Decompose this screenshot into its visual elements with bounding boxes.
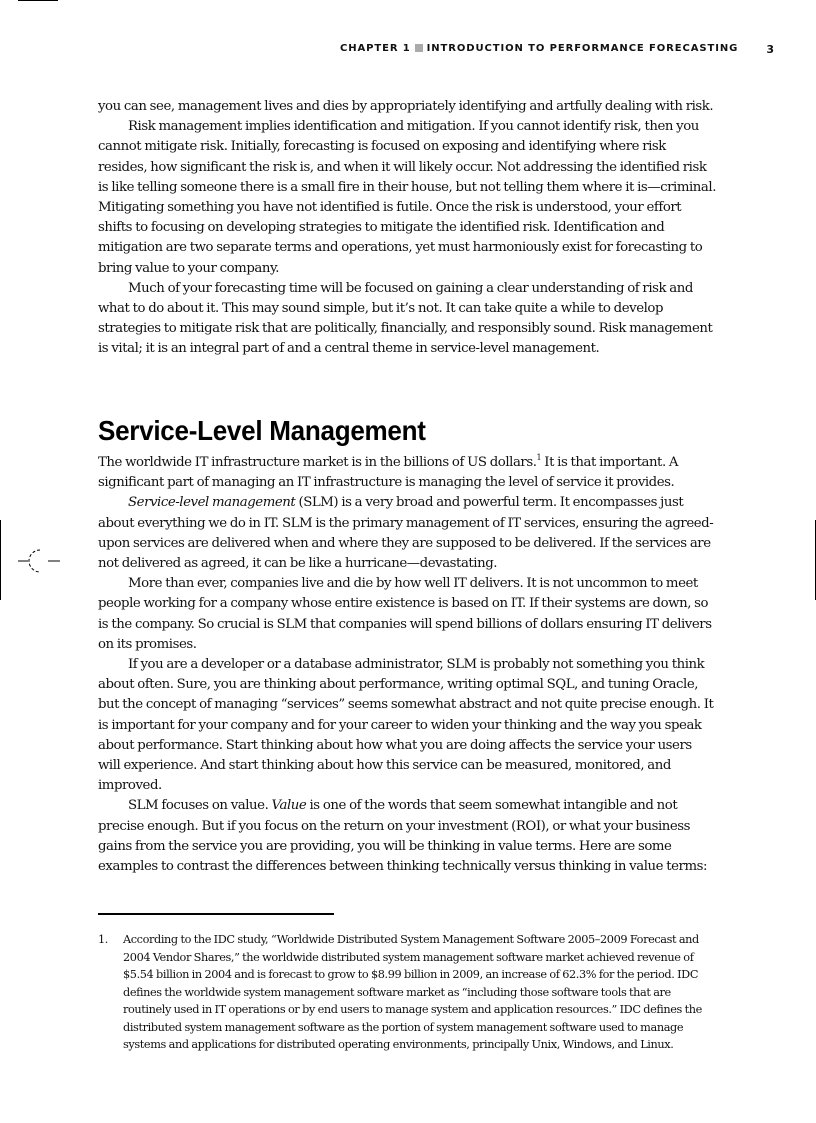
chapter-label: CHAPTER 1 — [340, 43, 411, 54]
paragraph: The worldwide IT infrastructure market is in the billions of US dollars.$^1$ It is that important. A significant part of managing an IT infrastructure is managing the level of service it provides. — [98, 453, 679, 491]
footnote-rule — [98, 913, 334, 915]
running-header — [340, 43, 774, 54]
paragraph: you can see, management lives and dies by appropriately identifying and artfully dealing with risk. — [98, 99, 714, 114]
paragraph: If you are a developer or a database administrator, SLM is probably not something you think about often. Sure, you are thinking about performance, writing optimal SQL, and tuning Oracle, but the concept of managing “services” seems somewhat abstract and not quite precise enough. It is important for your company and for your career to widen your thinking and the way you speak about performance. Start thinking about how what you are doing affects the service your users will experience. And start thinking about how this service can be measured, monitored, and improved. — [98, 657, 714, 794]
footnote — [98, 931, 718, 1054]
square-separator-icon — [415, 44, 423, 52]
paragraph: SLM focuses on value. Value is one of the words that seem somewhat intangible and not precise enough. But if you focus on the return on your investment (ROI), or what your business gains from the service you are providing, you will be thinking in value terms. Here are some examples to contrast the differences between thinking technically versus thinking in value terms: — [98, 798, 708, 875]
page-number: 3 — [766, 43, 774, 56]
paragraph: Service-level management (SLM) is a very broad and powerful term. It encompasses just about everything we do in IT. SLM is the primary management of IT services, ensuring the agreed-upon services are delivered when and where they are supposed to be delivered. If the services are not delivered as agreed, it can be like a hurricane—devastating. — [98, 495, 714, 572]
intro-text — [98, 97, 716, 360]
footnote-ref[interactable]: 1 — [536, 453, 542, 462]
paragraph: Risk management implies identification and mitigation. If you cannot identify risk, then you cannot mitigate risk. Initially, forecasting is focused on exposing and identifying where risk resides, how significant the risk is, and when it will likely occur. Not addressing the identified risk is like telling someone there is a small fire in their house, but not telling them where it is—criminal. Mitigating something you have not identified is futile. Once the risk is understood, your effort shifts to focusing on developing strategies to mitigate the identified risk. Identification and mitigation are two separate terms and operations, yet must harmoniously exist for forecasting to bring value to your company. — [98, 119, 716, 276]
crop-mark-left — [0, 520, 1, 600]
paragraph: Much of your forecasting time will be focused on gaining a clear understanding of risk and what to do about it. This may sound simple, but it’s not. It can take quite a while to develop strategies to mitigate risk that are politically, financially, and responsibly sound. Risk management is vital; it is an integral part of and a central theme in service-level management. — [98, 280, 713, 357]
term-italic: Service-level management — [128, 495, 296, 511]
chapter-title: INTRODUCTION TO PERFORMANCE FORECASTING — [426, 43, 739, 54]
crop-mark-top — [18, 0, 58, 1]
registration-mark-icon — [18, 546, 62, 576]
term-italic: Value — [271, 798, 307, 814]
paragraph: More than ever, companies live and die by how well IT delivers. It is not uncommon to meet people working for a company whose entire existence is based on IT. If their systems are down, so is the company. So crucial is SLM that companies will spend billions of dollars ensuring IT delivers on its promises. — [98, 576, 712, 652]
section-text — [98, 453, 716, 877]
footnote-text: According to the IDC study, “Worldwide Distributed System Management Software 2005–2009 Forecast and 2004 Vendor Shares,” the worldwide distributed system management software market achieved revenue of $5.54 billion in 2004 and is forecast to grow to $8.99 billion in 2009, an increase of 62.3% for the period. IDC defines the worldwide system management software market as “including those software tools that are routinely used in IT operations or by end users to manage system and application resources.” IDC defines the distributed system management software as the portion of system management software used to manage systems and applications for distributed operating environments, principally Unix, Windows, and Linux. — [123, 933, 702, 1051]
footnote-number: 1. — [98, 933, 108, 946]
section-heading: Service-Level Management — [98, 415, 426, 446]
